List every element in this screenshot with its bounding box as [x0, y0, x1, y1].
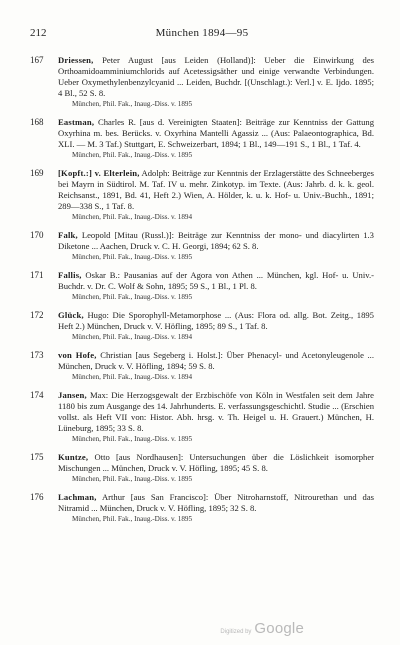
- entry-number: 171: [30, 270, 44, 280]
- entry-number: 175: [30, 452, 44, 462]
- watermark-prefix: Digitized by: [220, 629, 252, 635]
- entry-author: [Kopft.:] v. Elterlein,: [58, 168, 140, 178]
- entry-body: Charles R. [aus d. Vereinigten Staaten]: Beiträge zur Kenntniss der Gattung Oxyrhina m. bes. Berücks. v. Oxyrhina Mantelli Agassiz ... (Aus: Palaeontographica, Bd. XLI. — M. 3 Taf.) Stuttgart, E. Schweizerbart, 1894; 1 Bl., 149—191 S., 1 Bl., 1 Taf. 4.: [58, 117, 374, 149]
- entry-author: Fallis,: [58, 270, 82, 280]
- entry-text: [58, 492, 374, 514]
- entry-body: Max: Die Herzogsgewalt der Erzbischöfe von Köln in Westfalen seit dem Jahre 1180 bis zum Ausgange des 14. Jahrhunderts. E. verfassungsgeschichtl. Studie ... (Erschien vollst. als Heft VII von: Histor. Abh. hrsg. v. Th. Heigel u. H. Grauert.) München, H. Lüneburg, 1895; 33 S. 8.: [58, 390, 374, 433]
- page-number: 212: [30, 27, 47, 39]
- entry-body: Christian [aus Segeberg i. Holst.]: Über Phenacyl- und Acetonyleugenole ... München, Druck v. V. Höfling, 1894; 59 S. 8.: [58, 350, 374, 371]
- entry-text: [58, 168, 374, 212]
- entry-note: München, Phil. Fak., Inaug.-Diss. v. 1894: [72, 333, 193, 341]
- entry-author: Eastman,: [58, 117, 95, 127]
- entry-author: Driessen,: [58, 55, 94, 65]
- entry-text: [58, 310, 374, 332]
- page-header: [30, 26, 374, 40]
- entry-text: [58, 55, 374, 99]
- entry-note: München, Phil. Fak., Inaug.-Diss. v. 1895: [72, 253, 193, 261]
- entry-number: 172: [30, 310, 44, 320]
- bibliography-list: [30, 55, 374, 532]
- entry-note: München, Phil. Fak., Inaug.-Diss. v. 1894: [72, 373, 193, 381]
- entry-note: München, Phil. Fak., Inaug.-Diss. v. 1895: [72, 435, 193, 443]
- bibliography-entry: [30, 390, 374, 444]
- entry-number: 173: [30, 350, 44, 360]
- entry-note: München, Phil. Fak., Inaug.-Diss. v. 1895: [72, 475, 193, 483]
- entry-number: 168: [30, 117, 44, 127]
- entry-note: München, Phil. Fak., Inaug.-Diss. v. 1895: [72, 293, 193, 301]
- bibliography-entry: [30, 230, 374, 262]
- entry-author: Falk,: [58, 230, 78, 240]
- bibliography-entry: [30, 310, 374, 342]
- entry-text: [58, 390, 374, 434]
- bibliography-entry: [30, 492, 374, 524]
- entry-author: Jansen,: [58, 390, 87, 400]
- entry-text: [58, 270, 374, 292]
- bibliography-entry: [30, 117, 374, 160]
- digitization-watermark: [220, 620, 304, 637]
- entry-text: [58, 350, 374, 372]
- running-head: München 1894—95: [155, 27, 249, 39]
- entry-author: Lachman,: [58, 492, 97, 502]
- bibliography-entry: [30, 55, 374, 109]
- entry-author: Kuntze,: [58, 452, 89, 462]
- entry-author: von Hofe,: [58, 350, 97, 360]
- entry-number: 176: [30, 492, 44, 502]
- entry-body: Arthur [aus San Francisco]: Über Nitroharnstoff, Nitrourethan und das Nitramid ... München, Druck v. V. Höfling, 1895; 32 S. 8.: [58, 492, 374, 513]
- entry-note: München, Phil. Fak., Inaug.-Diss. v. 1895: [72, 151, 193, 159]
- entry-body: Oskar B.: Pausanias auf der Agora von Athen ... München, kgl. Hof- u. Univ.-Buchdr. v. Dr. C. Wolf & Sohn, 1895; 59 S., 1 Bl., 1 Pl. 8.: [58, 270, 374, 291]
- entry-note: München, Phil. Fak., Inaug.-Diss. v. 1895: [72, 515, 193, 523]
- entry-body: Leopold [Mitau (Russl.)]: Beiträge zur Kenntniss der mono- und diacylirten 1.3 Diketone ... Aachen, Druck v. C. H. Georgi, 1894; 62 S. 8.: [58, 230, 374, 251]
- bibliography-entry: [30, 270, 374, 302]
- entry-number: 170: [30, 230, 44, 240]
- watermark-logo: Google: [254, 620, 304, 637]
- bibliography-entry: [30, 452, 374, 484]
- entry-text: [58, 117, 374, 150]
- bibliography-entry: [30, 350, 374, 382]
- entry-number: 167: [30, 55, 44, 65]
- entry-number: 174: [30, 390, 44, 400]
- entry-body: Otto [aus Nordhausen]: Untersuchungen über die Löslichkeit isomorpher Mischungen ... München, Druck v. V. Höfling, 1895; 45 S. 8.: [58, 452, 374, 473]
- entry-number: 169: [30, 168, 44, 178]
- entry-note: München, Phil. Fak., Inaug.-Diss. v. 1895: [72, 100, 193, 108]
- entry-body: Peter August [aus Leiden (Holland)]: Ueber die Einwirkung des Orthoamidoamminiumchlorids auf Acetessigsäther und einige verwandte Verbindungen. Ueber Oxymethylenbenzylcyanid ... Leiden, Buchdr. [(Unschlagt.): Verl.] v. E. Ijdo. 1895; 4 Bl., 52 S. 8.: [58, 55, 374, 98]
- entry-body: Hugo: Die Sporophyll-Metamorphose ... (Aus: Flora od. allg. Bot. Zeitg., 1895 Heft 2.) München, Druck v. V. Höfling, 1895; 89 S., 1 Taf. 8.: [58, 310, 374, 331]
- entry-text: [58, 230, 374, 252]
- entry-note: München, Phil. Fak., Inaug.-Diss. v. 1894: [72, 213, 193, 221]
- entry-text: [58, 452, 374, 474]
- entry-author: Glück,: [58, 310, 84, 320]
- bibliography-entry: [30, 168, 374, 222]
- entry-body: Adolph: Beiträge zur Kenntnis der Erzlagerstätte des Schneeberges bei Mayrn in Südtirol. M. Taf. IV u. mehr. Zinkotyp. im Texte. (Aus: Jahrb. d. k. k. geol. Reichsanst., 1891, Bd. 41, Heft 2.) Wien, A. Hölder, k. u. k. Hof- u. Univ.-Buchh., 1891; 289—338 S., 1 Taf. 8.: [58, 168, 375, 211]
